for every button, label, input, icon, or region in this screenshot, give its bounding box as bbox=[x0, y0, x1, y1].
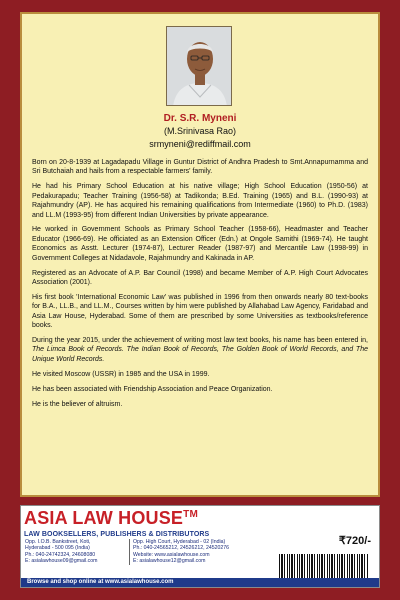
address-line: Opp. I.O.B. Bankstreet, Koti, bbox=[25, 539, 91, 545]
address-line: Opp. High Court, Hyderabad - 02 (India) bbox=[133, 539, 226, 545]
publisher-logo bbox=[24, 508, 198, 529]
address-line: Hyderabad - 500 095 (India) bbox=[25, 545, 90, 552]
barcode-icon bbox=[279, 554, 369, 578]
publisher-box bbox=[20, 505, 380, 588]
author-portrait-icon bbox=[167, 27, 232, 106]
address-high-court bbox=[129, 539, 241, 565]
bio-paragraph: He had his Primary School Education at his native village; High School Education (1950-56) at Pedakurapadu; Teacher Training (1956-58) at Tadikonda; B.Ed. Training (1965) and B.L. (1990-93) at Rajahmundry (AP). He has acquired his remaining qualifications from Intermediate (1960) to Ph.D. (1983) and LL.M (1993-95) from different Indian Universities by private appearance. bbox=[32, 183, 368, 219]
bio-paragraph: He has been associated with Friendship Association and Peace Organization. bbox=[32, 385, 273, 393]
author-photo bbox=[166, 26, 232, 106]
bio-paragraph: His first book 'International Economic Law' was published in 1996 from then onwards nearly 80 text-books for B.A., LL.B., and LL.M., Courses written by him were published by Allahabad Law Agency, Faridabad and Asia Law House, Hyderabad. Some of them are prescribed by some Universities as textbooks/reference books. bbox=[32, 293, 368, 330]
bio-paragraph: He is the believer of altruism. bbox=[32, 400, 123, 408]
address-email: E: asialawhouse09@gmail.com bbox=[25, 558, 98, 565]
bio-paragraph: He worked in Government Schools as Primary School Teacher (1958-66), Headmaster and Teacher Educator (1966-69). He officiated as an Extension Officer (Edn.) at Ongole Samithi (1969-74). He taught Economics as Asstt. Lecturer (1974-87), Lecturer Reader (1987-97) and Mercantile Law (1998-99) in Government Colleges at Nidadavole, Rajahmundry and Kakinada in AP. bbox=[32, 226, 368, 262]
publisher-tagline: LAW BOOKSELLERS, PUBLISHERS & DISTRIBUTORS bbox=[24, 531, 210, 538]
author-name: Dr. S.R. Myneni bbox=[163, 113, 237, 124]
publisher-name: ASIA LAW HOUSE bbox=[24, 508, 184, 528]
address-koti bbox=[25, 539, 133, 565]
address-phone: Ph.: 040-24565212, 24526212, 24520276 bbox=[133, 545, 230, 552]
bio-paragraph: He visited Moscow (USSR) in 1985 and the USA in 1999. bbox=[32, 370, 210, 378]
address-website: Website: www.asialawhouse.com bbox=[133, 551, 210, 558]
author-bio bbox=[32, 158, 368, 414]
author-block bbox=[22, 112, 378, 151]
bio-paragraph-records bbox=[32, 336, 368, 364]
address-email: E: asialawhouse12@gmail.com bbox=[133, 558, 206, 565]
bio-paragraph: Born on 20-8-1939 at Lagadapadu Village in Guntur District of Andhra Pradesh to Smt.Annapurnamma and Sri Butchaiah and hails from a respectable farmers' family. bbox=[32, 159, 368, 176]
trademark-mark: TM bbox=[183, 509, 198, 520]
author-full-name: (M.Srinivasa Rao) bbox=[163, 126, 237, 136]
records-list: The Limca Book of Records. The Indian Book of Records, The Golden Book of World Records, and The Unique World Records. bbox=[32, 346, 368, 363]
price-label: ₹720/- bbox=[338, 535, 371, 547]
address-phone: Ph.: 040-24742324, 24608080 bbox=[25, 551, 96, 558]
records-prefix: During the year 2015, under the achievement of writing most law text books, his name has been entered in, bbox=[32, 337, 368, 344]
author-email: srmyneni@rediffmail.com bbox=[149, 139, 251, 149]
author-panel bbox=[20, 12, 380, 497]
bio-paragraph: Registered as an Advocate of A.P. Bar Council (1998) and became Member of A.P. High Court Advocates Association (2001). bbox=[32, 269, 368, 286]
shop-online-banner: Browse and shop online at www.asialawhouse.com bbox=[21, 578, 379, 587]
